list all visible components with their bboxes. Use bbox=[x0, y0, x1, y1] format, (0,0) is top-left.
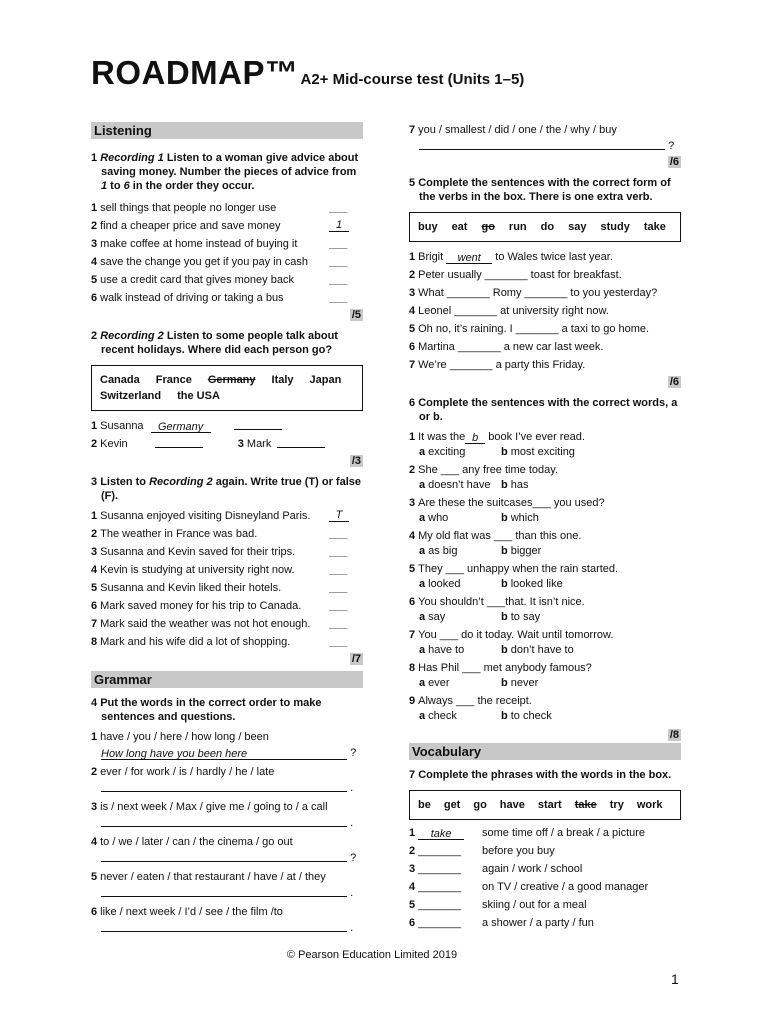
option-a[interactable]: a as big bbox=[419, 545, 458, 557]
list-item: 1 It was the b book I’ve ever read. a exciting b most exciting bbox=[409, 431, 585, 458]
answer-blank[interactable]: ___ bbox=[486, 596, 506, 608]
answer-blank[interactable]: ___ bbox=[329, 546, 349, 558]
list-item: 3 make coffee at home instead of buying it ___ bbox=[91, 235, 363, 253]
answer-blank[interactable]: take bbox=[418, 828, 464, 840]
brand-title: ROADMAP™ bbox=[91, 54, 299, 91]
answer-blank[interactable]: ___ bbox=[329, 292, 349, 304]
ex4-list bbox=[91, 730, 363, 936]
answer-blank[interactable] bbox=[101, 885, 347, 897]
option-b[interactable]: looked like bbox=[510, 578, 563, 590]
list-item: 2 She ___ any free time today. a doesn’t have b has bbox=[409, 464, 558, 491]
option-a[interactable]: a exciting bbox=[419, 446, 466, 458]
score-ex5: /6 bbox=[669, 376, 679, 388]
option-a[interactable]: a doesn’t have bbox=[419, 479, 491, 491]
answer-blank[interactable]: 1 bbox=[329, 218, 349, 232]
answer-blank[interactable] bbox=[101, 780, 347, 792]
answer-blank[interactable] bbox=[101, 850, 347, 862]
list-item: 4 Leonel _______ at university right now. bbox=[409, 305, 609, 317]
option-b[interactable]: most exciting bbox=[510, 446, 575, 458]
list-item: 4 to / we / later / can / the cinema / go out ? bbox=[91, 836, 357, 864]
answer-blank[interactable]: _______ bbox=[418, 845, 461, 857]
list-item: 4 My old flat was ___ than this one. a as big b bigger bbox=[409, 530, 582, 557]
page-title bbox=[91, 52, 524, 95]
ex2-answers bbox=[91, 417, 363, 453]
list-item: 2 The weather in France was bad. ___ bbox=[91, 525, 363, 543]
list-item: 2 Kevin 3 Mark bbox=[91, 435, 363, 453]
ex5-list bbox=[409, 248, 681, 374]
list-item: 5 use a credit card that gives money back ___ bbox=[91, 271, 363, 289]
answer-blank[interactable]: _______ bbox=[446, 287, 490, 299]
answer-blank[interactable] bbox=[101, 815, 347, 827]
option-b[interactable]: to check bbox=[510, 710, 552, 722]
answer-blank[interactable]: T bbox=[329, 508, 349, 522]
list-item: 5 Oh no, it’s raining. I _______ a taxi to go home. bbox=[409, 323, 650, 335]
list-item: 7 We’re _______ a party this Friday. bbox=[409, 359, 586, 371]
option-a[interactable]: a who bbox=[419, 512, 449, 524]
answer-blank[interactable] bbox=[419, 138, 665, 150]
test-subtitle: A2+ Mid-course test (Units 1–5) bbox=[300, 71, 525, 88]
ex5-instruction: 5 Complete the sentences with the correct form of the verbs in the box. There is one extra verb. bbox=[409, 177, 671, 203]
answer-blank[interactable]: ___ bbox=[462, 662, 481, 674]
ex1-list bbox=[91, 199, 363, 307]
list-item: 1 Susanna enjoyed visiting Disneyland Paris. T bbox=[91, 507, 363, 525]
answer-blank[interactable]: ___ bbox=[493, 530, 513, 542]
list-item: 4 Kevin is studying at university right now. ___ bbox=[91, 561, 363, 579]
score-ex1: /5 bbox=[351, 309, 361, 321]
word-box-ex5: buy eat go run do say study take bbox=[409, 212, 681, 242]
answer-blank[interactable]: ___ bbox=[329, 618, 349, 630]
list-item: 1 sell things that people no longer use ___ bbox=[91, 199, 363, 217]
list-item: 1 have / you / here / how long / been How long have you been here ? bbox=[91, 731, 357, 760]
answer-blank[interactable]: _______ bbox=[484, 269, 528, 281]
ex3-list bbox=[91, 507, 363, 651]
option-b[interactable]: to say bbox=[510, 611, 541, 623]
option-a[interactable]: a ever bbox=[419, 677, 450, 689]
option-a[interactable]: a say bbox=[419, 611, 446, 623]
answer-blank[interactable]: ___ bbox=[329, 274, 349, 286]
answer-blank[interactable]: _______ bbox=[418, 917, 461, 929]
right-column bbox=[409, 122, 681, 932]
list-item: 1 Brigit went to Wales twice last year. bbox=[409, 251, 613, 264]
answer-blank[interactable]: ___ bbox=[456, 695, 475, 707]
option-b[interactable]: never bbox=[510, 677, 539, 689]
answer-blank[interactable]: _______ bbox=[418, 863, 461, 875]
score-ex6: /8 bbox=[669, 729, 679, 741]
option-b[interactable]: which bbox=[510, 512, 539, 524]
list-item: 3 What _______ Romy _______ to you yesterday? bbox=[409, 287, 658, 299]
answer-blank[interactable]: ___ bbox=[329, 528, 349, 540]
score-ex3: /7 bbox=[351, 653, 361, 665]
list-item: 2 find a cheaper price and save money 1 bbox=[91, 217, 363, 235]
list-item: 6 Martina _______ a new car last week. bbox=[409, 341, 604, 353]
ex1-instruction: 1 Recording 1 Listen to a woman give advice about saving money. Number the pieces of advice from 1 to 6 in the order they occur. bbox=[91, 152, 359, 192]
ex7-list bbox=[409, 824, 681, 932]
copyright-footer: © Pearson Education Limited 2019 bbox=[286, 949, 458, 961]
list-item: 1 Susanna Germany bbox=[91, 417, 363, 435]
answer-blank[interactable]: _______ bbox=[449, 359, 493, 371]
list-item: 5 _______ skiing / out for a meal bbox=[409, 899, 587, 911]
answer-blank[interactable]: _______ bbox=[454, 305, 498, 317]
list-item: 5 They ___ unhappy when the rain started. a looked b looked like bbox=[409, 563, 619, 590]
answer-blank[interactable]: _______ bbox=[418, 899, 461, 911]
answer-blank[interactable]: ___ bbox=[532, 497, 551, 509]
list-item: 4 save the change you get if you pay in cash ___ bbox=[91, 253, 363, 271]
list-item: 7 You ___ do it today. Wait until tomorrow. a have to b don’t have to bbox=[409, 629, 614, 656]
ex4-instruction: 4 Put the words in the correct order to make sentences and questions. bbox=[91, 697, 322, 723]
section-listening: Listening bbox=[91, 122, 363, 139]
answer-blank[interactable]: ___ bbox=[329, 636, 349, 648]
section-vocabulary: Vocabulary bbox=[409, 743, 681, 760]
answer-blank[interactable]: ___ bbox=[329, 202, 349, 214]
answer-blank[interactable]: ___ bbox=[329, 600, 349, 612]
answer-blank[interactable]: ___ bbox=[445, 563, 464, 575]
left-column bbox=[91, 122, 363, 940]
option-a[interactable]: a looked bbox=[419, 578, 461, 590]
page-number: 1 bbox=[671, 971, 679, 987]
list-item: 8 Has Phil ___ met anybody famous? a ever b never bbox=[409, 662, 592, 689]
option-b[interactable]: don’t have to bbox=[510, 644, 574, 656]
list-item: 5 never / eaten / that restaurant / have / at / they . bbox=[91, 871, 354, 899]
ex2-instruction: 2 Recording 2 Listen to some people talk about recent holidays. Where did each person go? bbox=[91, 330, 338, 356]
list-item: 7 you / smallest / did / one / the / why / buy ? bbox=[409, 124, 675, 152]
answer-blank[interactable]: Germany bbox=[151, 421, 211, 433]
answer-blank[interactable]: ___ bbox=[440, 464, 460, 476]
list-item: 6 walk instead of driving or taking a bus ___ bbox=[91, 289, 363, 307]
list-item: 5 Susanna and Kevin liked their hotels. ___ bbox=[91, 579, 363, 597]
answer-blank[interactable] bbox=[155, 436, 203, 448]
answer-blank[interactable]: ___ bbox=[329, 564, 349, 576]
ex7-instruction: 7 Complete the phrases with the words in the box. bbox=[409, 769, 672, 781]
word-box-ex2: Canada France Germany Italy Japan Switzerland the USA bbox=[91, 365, 363, 411]
list-item: 1 take some time off / a break / a picture bbox=[409, 827, 646, 840]
list-item: 6 Mark saved money for his trip to Canada. ___ bbox=[91, 597, 363, 615]
answer-blank[interactable] bbox=[277, 436, 325, 448]
list-item: 9 Always ___ the receipt. a check b to check bbox=[409, 695, 552, 722]
list-item: 4 _______ on TV / creative / a good manager bbox=[409, 881, 649, 893]
word-box-ex7: be get go have start take try work bbox=[409, 790, 681, 820]
answer-blank[interactable]: _______ bbox=[515, 323, 559, 335]
list-item: 2 _______ before you buy bbox=[409, 845, 555, 857]
answer-blank[interactable]: ___ bbox=[439, 629, 459, 641]
answer-blank[interactable]: _______ bbox=[457, 341, 501, 353]
section-grammar: Grammar bbox=[91, 671, 363, 688]
list-item: 6 like / next week / I’d / see / the film /to . bbox=[91, 906, 354, 934]
ex6-instruction: 6 Complete the sentences with the correct words, a or b. bbox=[409, 397, 678, 423]
option-b[interactable]: bigger bbox=[510, 545, 542, 557]
answer-blank[interactable]: b bbox=[465, 432, 485, 444]
list-item: 2 Peter usually _______ toast for breakfast. bbox=[409, 269, 622, 281]
list-item: 3 _______ again / work / school bbox=[409, 863, 583, 875]
list-item: 2 ever / for work / is / hardly / he / late . bbox=[91, 766, 354, 794]
option-a[interactable]: a check bbox=[419, 710, 457, 722]
answer-blank[interactable] bbox=[101, 920, 347, 932]
answer-blank[interactable]: ___ bbox=[329, 256, 349, 268]
list-item: 6 You shouldn’t ___that. It isn’t nice. a say b to say bbox=[409, 596, 585, 623]
answer-blank[interactable]: How long have you been here bbox=[101, 748, 347, 760]
score-ex2: /3 bbox=[351, 455, 361, 467]
answer-blank[interactable]: ___ bbox=[329, 238, 349, 250]
ex6-list bbox=[409, 430, 681, 723]
answer-blank[interactable] bbox=[234, 418, 282, 430]
answer-blank[interactable]: went bbox=[446, 252, 492, 264]
list-item: 3 Are these the suitcases___ you used? a who b which bbox=[409, 497, 605, 524]
option-a[interactable]: a have to bbox=[419, 644, 465, 656]
list-item: 6 _______ a shower / a party / fun bbox=[409, 917, 594, 929]
list-item: 3 Susanna and Kevin saved for their trips. ___ bbox=[91, 543, 363, 561]
list-item: 3 is / next week / Max / give me / going to / a call . bbox=[91, 801, 354, 829]
list-item: 8 Mark and his wife did a lot of shopping. ___ bbox=[91, 633, 363, 651]
answer-blank[interactable]: ___ bbox=[329, 582, 349, 594]
list-item: 7 Mark said the weather was not hot enough. ___ bbox=[91, 615, 363, 633]
score-ex4: /6 bbox=[669, 156, 679, 168]
ex3-instruction: 3 Listen to Recording 2 again. Write true (T) or false (F). bbox=[91, 476, 361, 502]
option-b[interactable]: has bbox=[510, 479, 529, 491]
answer-blank[interactable]: _______ bbox=[418, 881, 461, 893]
